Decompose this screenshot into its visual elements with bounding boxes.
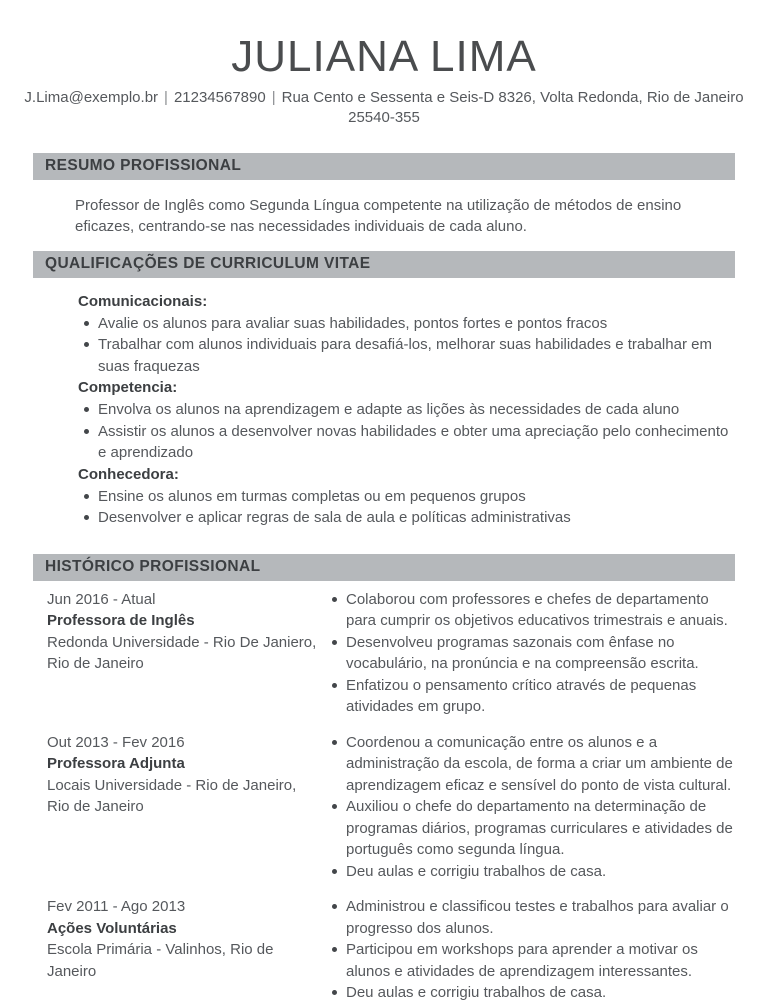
- job-employer: Locais Universidade - Rio de Janeiro, Rio de Janeiro: [47, 776, 297, 816]
- resume-header: [0, 32, 768, 127]
- qualification-group: [0, 291, 768, 378]
- list-item-text: Deu aulas e corrigiu trabalhos de casa.: [346, 862, 607, 880]
- list-item-text: Auxiliou o chefe do departamento na determinação de programas diários, programas curriculares e atividades de português como segunda língua.: [346, 798, 733, 859]
- job-entry: [47, 732, 735, 883]
- job-bullet-list: [330, 732, 735, 883]
- section-title-historico: HISTÓRICO PROFISSIONAL: [33, 554, 735, 581]
- job-entry: [47, 589, 735, 718]
- list-item: [330, 896, 735, 939]
- list-item-text: Trabalhar com alunos individuais para desafiá-los, melhorar suas habilidades e trabalhar em suas fraquezas: [98, 336, 712, 375]
- qualification-list: [0, 313, 768, 378]
- contact-address: Rua Cento e Sessenta e Seis-D 8326, Volta Redonda, Rio de Janeiro: [281, 88, 744, 106]
- job-title: Professora Adjunta: [47, 755, 185, 773]
- list-item-text: Ensine os alunos em turmas completas ou em pequenos grupos: [98, 487, 526, 505]
- list-item: [330, 632, 735, 675]
- list-item: [330, 939, 735, 982]
- job-meta: [47, 896, 330, 1004]
- job-employer: Redonda Universidade - Rio De Janiero, Rio de Janeiro: [47, 633, 317, 673]
- resumo-text: Professor de Inglês como Segunda Língua competente na utilização de métodos de ensino eficazes, centrando-se nas necessidades individuais de cada aluno.: [75, 196, 682, 236]
- qualification-group-heading: Conhecedora:: [78, 465, 179, 483]
- job-title: Professora de Inglês: [47, 612, 195, 630]
- qualification-group-heading: Competencia:: [78, 379, 178, 397]
- contact-line: [0, 88, 768, 107]
- list-item: [82, 334, 738, 377]
- section-qualificacoes: [0, 251, 768, 529]
- list-item: [330, 732, 735, 797]
- qualificacoes-body: [0, 291, 768, 529]
- list-item: [330, 796, 735, 861]
- list-item-text: Avalie os alunos para avaliar suas habilidades, pontos fortes e pontos fracos: [98, 314, 608, 332]
- job-dates: Fev 2011 - Ago 2013: [47, 898, 186, 916]
- list-item: [330, 675, 735, 718]
- job-dates: Jun 2016 - Atual: [47, 590, 156, 608]
- qualification-group: [0, 464, 768, 529]
- list-item: [82, 507, 738, 529]
- list-item: [82, 421, 738, 464]
- list-item: [82, 313, 738, 335]
- job-entry: [47, 896, 735, 1004]
- contact-phone: 21234567890: [173, 88, 266, 106]
- job-bullet-list: [330, 589, 735, 718]
- qualification-group: [0, 377, 768, 464]
- list-item-text: Desenvolveu programas sazonais com ênfase no vocabulário, na pronúncia e na compreensão escrita.: [346, 633, 699, 673]
- job-meta: [47, 589, 330, 718]
- contact-email: J.Lima@exemplo.br: [24, 88, 159, 106]
- list-item-text: Colaborou com professores e chefes de departamento para cumprir os objetivos educativos trimestrais e anuais.: [346, 590, 728, 630]
- list-item-text: Coordenou a comunicação entre os alunos e a administração da escola, de forma a criar um ambiente de aprendizagem eficaz e sensível do ponto de vista cultural.: [346, 733, 733, 794]
- job-bullet-list: [330, 896, 735, 1004]
- list-item-text: Participou em workshops para aprender a motivar os alunos e atividades de aprendizagem interessantes.: [346, 941, 698, 980]
- list-item: [330, 982, 735, 1004]
- list-item-text: Enfatizou o pensamento crítico através de pequenas atividades em grupo.: [346, 676, 697, 716]
- section-historico: [0, 554, 768, 1004]
- job-title: Ações Voluntárias: [47, 919, 177, 937]
- section-resumo-profissional: [0, 153, 768, 238]
- section-title-resumo: RESUMO PROFISSIONAL: [33, 153, 735, 180]
- contact-postal-code: 25540-355: [348, 108, 420, 126]
- list-item-text: Administrou e classificou testes e trabalhos para avaliar o progresso dos alunos.: [346, 898, 729, 937]
- list-item: [330, 861, 735, 883]
- list-item-text: Deu aulas e corrigiu trabalhos de casa.: [346, 984, 607, 1002]
- list-item: [330, 589, 735, 632]
- qualification-list: [0, 486, 768, 529]
- contact-separator: |: [271, 88, 276, 106]
- job-dates: Out 2013 - Fev 2016: [47, 733, 185, 751]
- section-title-qualificacoes: QUALIFICAÇÕES DE CURRICULUM VITAE: [33, 251, 735, 278]
- list-item-text: Desenvolver e aplicar regras de sala de aula e políticas administrativas: [98, 509, 571, 527]
- contact-separator: |: [164, 88, 168, 106]
- qualification-group-heading: Comunicacionais:: [78, 292, 208, 310]
- candidate-name: JULIANA LIMA: [231, 32, 537, 81]
- list-item: [82, 399, 738, 421]
- list-item: [82, 486, 738, 508]
- job-meta: [47, 732, 330, 883]
- list-item-text: Envolva os alunos na aprendizagem e adapte as lições às necessidades de cada aluno: [98, 401, 680, 419]
- job-employer: Escola Primária - Valinhos, Rio de Janeiro: [47, 941, 274, 980]
- qualification-list: [0, 399, 768, 464]
- historico-body: [47, 589, 735, 1004]
- list-item-text: Assistir os alunos a desenvolver novas habilidades e obter uma apreciação pelo conhecimento e aprendizado: [98, 422, 729, 462]
